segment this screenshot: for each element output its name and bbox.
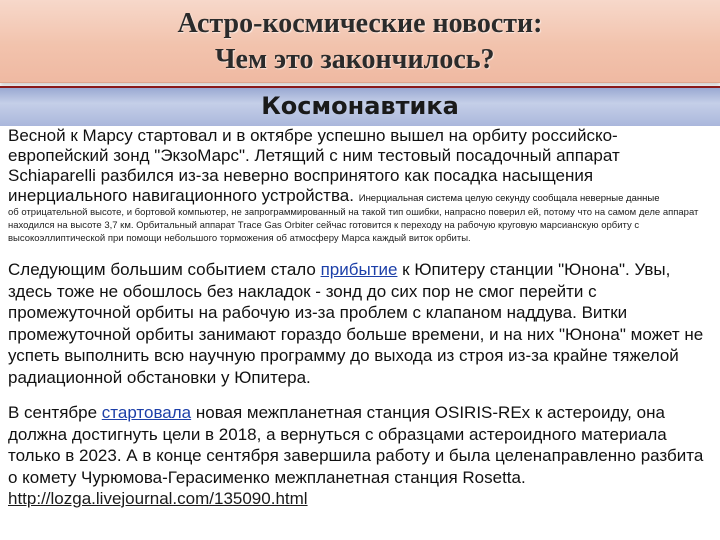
title-band [0, 0, 720, 83]
paragraph-exomars-inline-note: Инерциальная система целую секунду сообщала неверные данные [358, 193, 660, 204]
page-subtitle: Чем это закончилось? [215, 44, 495, 75]
paragraph-juno-text-1: Следующим большим событием стало [8, 260, 321, 279]
paragraph-osiris-text-1: В сентябре [8, 403, 102, 422]
paragraph-osiris-text-2: новая межпланетная станция OSIRIS-REx к астероиду, она должна достигнуть цели в 2018, а вернуться с образцами астероидного материала только в 2023. А в конце сентября завершила работу и была целенаправленно разбита о комету Чурюмова-Герасименко межпланетная станция Rosetta. [8, 403, 704, 487]
section-header [0, 86, 720, 126]
section-title: Космонавтика [261, 92, 459, 120]
article-body [8, 126, 712, 510]
juno-arrival-link[interactable]: прибытие [320, 260, 398, 279]
page-title: Астро-космические новости: [177, 8, 543, 39]
paragraph-exomars [8, 126, 712, 206]
paragraph-exomars-text: Весной к Марсу стартовал и в октябре успешно вышел на орбиту российско-европейский зонд "ЭкзоМарс". Летящий с ним тестовый посадочный аппарат Schiaparelli разбился из-за неверно воспринятого как посадка насыщения инерциального навигационного устройства. [8, 126, 620, 205]
paragraph-exomars-footnote: об отрицательной высоте, и бортовой компьютер, не запрограммированный на такой тип ошибки, напрасно поверил ей, потому что на самом деле аппарат находился на высоте 3,7 км. Орбитальный аппарат Trace Gas Orbiter сейчас готовится к переходу на рабочую круговую марсианскую орбиту с высокоэллиптической при помощи небольшого торможения об атмосферу Марса каждый виток орбиты. [8, 207, 699, 244]
osiris-launch-link[interactable]: стартовала [101, 403, 192, 422]
paragraph-juno [8, 259, 712, 388]
paragraph-juno-text-2: к Юпитеру станции "Юнона". Увы, здесь тоже не обошлось без накладок - зонд до сих пор не смог перейти с промежуточной орбиты на рабочую из-за проблем с клапаном наддува. Витки промежуточной орбиты занимают гораздо больше времени, и на них "Юнона" может не успеть выполнить всю научную программу до выхода из строя из-за крайне тяжелой радиационной обстановки у Юпитера. [8, 260, 704, 387]
source-link[interactable]: http://lozga.livejournal.com/135090.html [8, 489, 308, 508]
paragraph-osiris [8, 402, 712, 510]
